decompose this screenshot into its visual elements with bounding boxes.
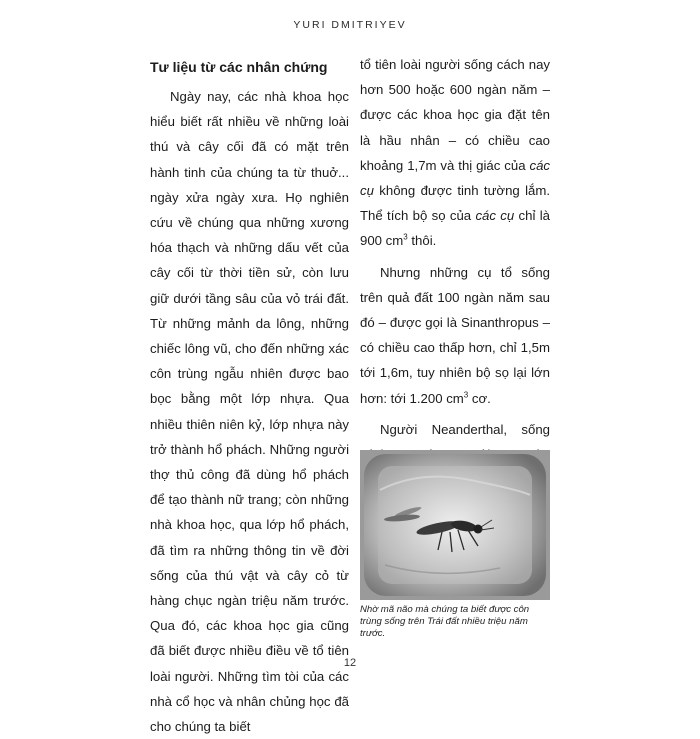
- figure-caption: Nhờ mã não mà chúng ta biết được côn trùng sống trên Trái đất nhiều triệu năm trước.: [360, 604, 530, 639]
- paragraph-3: [360, 260, 550, 411]
- text-run: thôi.: [407, 233, 437, 249]
- text-run: chỉ là 900 cm: [360, 208, 550, 249]
- running-header: YURI DMITRIYEV: [293, 19, 407, 31]
- text-run: Nhưng những cụ tổ sống trên quả đất 100 ngàn năm sau đó – được gọi là Sinanthropus – có chiều cao thấp hơn, chỉ 1,5m tới 1,6m, tuy nhiên bộ sọ lại lớn hơn: tới 1.200 cm: [360, 264, 550, 406]
- emphasis-cac-cu: các cụ: [475, 208, 515, 224]
- emphasis-cac-cu: các cụ: [360, 157, 550, 199]
- text-run: tổ tiên loài người sống cách nay hơn 500 hoặc 600 ngàn năm – được các khoa học gia đặt tên là hầu nhân – có chiều cao khoảng 1,7m và thị giác của: [360, 57, 550, 173]
- section-title: Tư liệu từ các nhân chứng: [150, 59, 328, 75]
- right-column: [360, 52, 550, 518]
- paragraph-1: Ngày nay, các nhà khoa học hiểu biết rất nhiều về những loài thú và cây cối đã có mặt trên hành tinh của chúng ta từ thuở... ngày xửa ngày xưa. Họ nghiên cứu về chúng qua những xương hóa thạch và những dấu vết của cây cối từ thời tiền sử, còn lưu giữ dưới tầng sâu của vỏ trái đất. Từ những mảnh da lông, những chiếc lông vũ, cho đến những xác côn trùng ngẫu nhiên được bao bọc bằng một lớp nhựa. Qua nhiều thiên niên kỷ, lớp nhựa này trở thành hổ phách. Những người thợ thủ công đã dùng hổ phách để tạo thành nữ trang; còn những nhà khoa học, qua lớp hổ phách, đã tìm ra những thông tin về đời sống của thú vật và cây cỏ từ hàng chục ngàn triệu năm trước. Qua đó, các khoa học gia cũng đã biết được nhiều điều về tổ tiên loài người. Những tìm tòi của các nhà cổ học và nhân chủng học đã cho chúng ta biết: [150, 89, 349, 735]
- superscript: 3: [403, 233, 408, 243]
- superscript: 3: [463, 390, 469, 400]
- amber-insect-photo: [360, 450, 550, 600]
- left-column: [150, 52, 349, 739]
- paragraph-4: Người Neanderthal, sống: [380, 421, 550, 437]
- text-run: cơ.: [468, 390, 491, 406]
- amber-insect-figure: [360, 450, 550, 600]
- page-number: 12: [343, 657, 357, 669]
- text-run: không được tinh tường lắm. Thể tích bộ sọ của: [360, 183, 550, 224]
- paragraph-2: [360, 52, 550, 254]
